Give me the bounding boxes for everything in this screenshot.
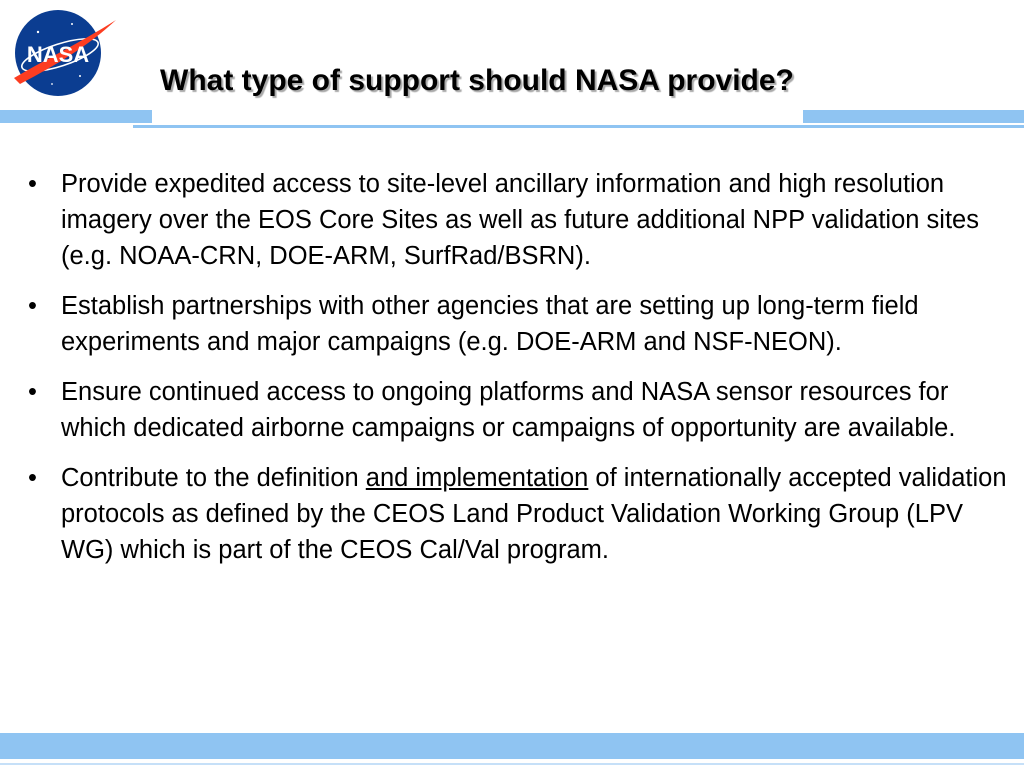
bullet-text-end: of internationally accepted validation protocols as defined by the CEOS Land Product Validation Working Group (LPV WG) which is part of the CEOS Cal/Val program. [61, 464, 1007, 564]
nasa-meatball-icon [8, 6, 120, 100]
bullet-item [28, 374, 1008, 446]
bullet-dot: • [28, 170, 37, 198]
bullet-item [28, 460, 1008, 568]
bullet-item [28, 166, 1008, 274]
bullet-dot: • [28, 292, 37, 320]
underlined-phrase: and implementation [365, 464, 589, 492]
bullet-list [28, 166, 1008, 582]
footer-band [0, 733, 1024, 759]
nasa-logo [8, 6, 120, 100]
logo-text: NASA [26, 42, 90, 67]
header-rule [133, 125, 1024, 128]
bullet-dot: • [28, 464, 37, 492]
header-band-right [803, 110, 1024, 123]
bullet-item [28, 288, 1008, 360]
bullet-dot: • [28, 378, 37, 406]
bullet-text: Establish partnerships with other agencies that are setting up long-term field experiments and major campaigns (e.g. DOE-ARM and NSF-NEON). [61, 292, 919, 356]
footer-rule [0, 763, 1024, 765]
header-band-left [0, 110, 152, 123]
bullet-text-start: Contribute to the definition [61, 464, 366, 492]
bullet-text: Ensure continued access to ongoing platforms and NASA sensor resources for which dedicated airborne campaigns or campaigns of opportunity are available. [61, 378, 956, 442]
bullet-text: Provide expedited access to site-level ancillary information and high resolution imagery over the EOS Core Sites as well as future additional NPP validation sites (e.g. NOAA-CRN, DOE-ARM, SurfRad/BSRN). [61, 170, 979, 270]
slide-title: What type of support should NASA provide? [160, 64, 794, 97]
